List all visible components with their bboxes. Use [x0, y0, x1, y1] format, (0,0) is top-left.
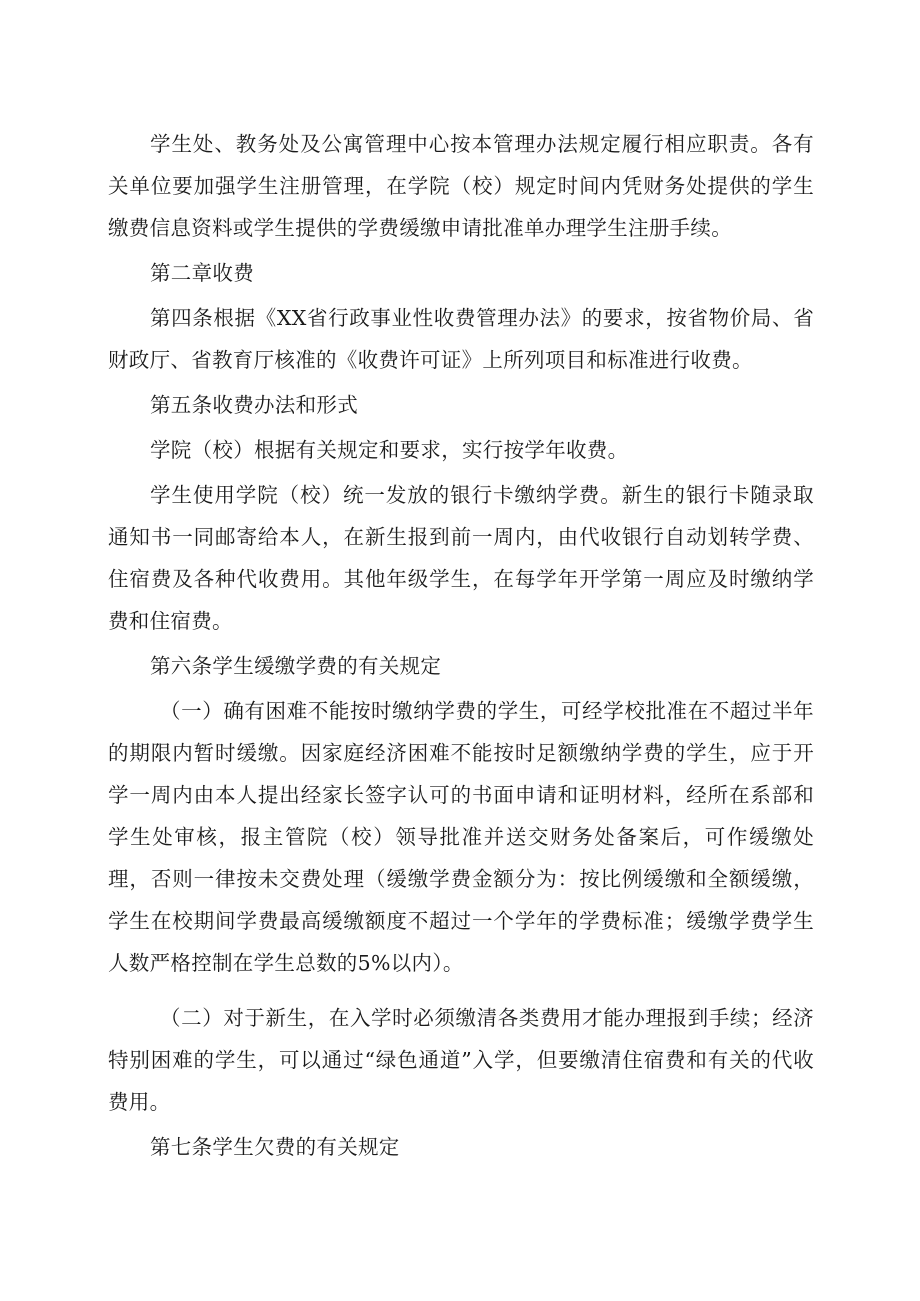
- paragraph-responsibilities: 学生处、教务处及公寓管理中心按本管理办法规定履行相应职责。各有关单位要加强学生注册管理，在学院（校）规定时间内凭财务处提供的学生缴费信息资料或学生提供的学费缓缴申请批准单办理学生注册手续。: [108, 132, 814, 240]
- paragraph-bank-card: 学生使用学院（校）统一发放的银行卡缴纳学费。新生的银行卡随录取通知书一同邮寄给本人，在新生报到前一周内，由代收银行自动划转学费、住宿费及各种代收费用。其他年级学生，在每学年开学第一周应及时缴纳学费和住宿费。: [108, 483, 814, 633]
- document-body: [108, 123, 814, 1168]
- paragraph-annual-fee: 学院（校）根据有关规定和要求，实行按学年收费。: [150, 438, 629, 462]
- article-seven-heading: 第七条学生欠费的有关规定: [150, 1135, 400, 1159]
- article-five-heading: 第五条收费办法和形式: [150, 393, 358, 417]
- clause-two-new-students: （二）对于新生，在入学时必须缴清各类费用才能办理报到手续；经济特别困难的学生，可以通过“绿色通道”入学，但要缴清住宿费和有关的代收费用。: [108, 1006, 814, 1114]
- article-six-heading: 第六条学生缓缴学费的有关规定: [150, 654, 442, 678]
- article-four: 第四条根据《XX省行政事业性收费管理办法》的要求，按省物价局、省财政厅、省教育厅核准的《收费许可证》上所列项目和标准进行收费。: [108, 306, 814, 372]
- chapter-heading-fees: 第二章收费: [150, 261, 254, 285]
- clause-one-deferral: （一）确有困难不能按时缴纳学费的学生，可经学校批准在不超过半年的期限内暂时缓缴。因家庭经济困难不能按时足额缴纳学费的学生，应于开学一周内由本人提出经家长签字认可的书面申请和证明材料，经所在系部和学生处审核，报主管院（校）领导批准并送交财务处备案后，可作缓缴处理，否则一律按未交费处理（缓缴学费金额分为：按比例缓缴和全额缓缴，学生在校期间学费最高缓缴额度不超过一个学年的学费标准；缓缴学费学生人数严格控制在学生总数的5%以内）。: [108, 699, 814, 975]
